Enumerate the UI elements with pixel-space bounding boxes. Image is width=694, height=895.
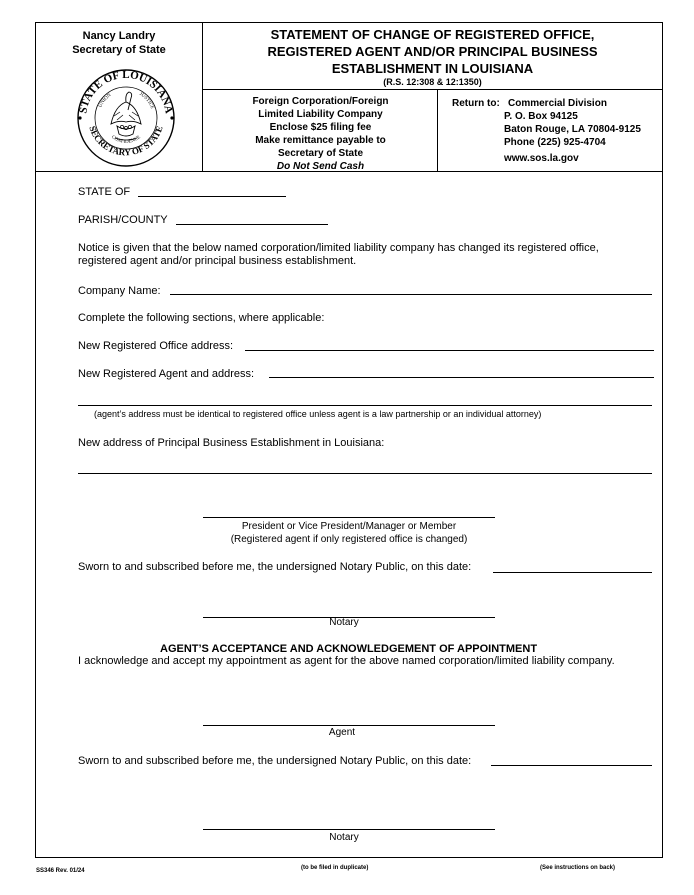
seal-top-text: STATE OF LOUISIANA <box>77 68 175 115</box>
secretary-name: Nancy Landry <box>82 30 156 42</box>
state-seal-icon <box>73 68 179 168</box>
fee-line-3: Enclose $25 filing fee <box>269 122 372 133</box>
seal-motto-left: UNION <box>98 92 113 109</box>
fee-line-5: Secretary of State <box>277 148 364 159</box>
parish-field[interactable] <box>176 224 328 225</box>
fee-line-1: Foreign Corporation/Foreign <box>252 96 389 107</box>
new-agent-label: New Registered Agent and address: <box>78 368 255 380</box>
company-name-label: Company Name: <box>78 285 161 297</box>
acceptance-sworn-date-field[interactable] <box>491 765 652 766</box>
form-header <box>35 22 663 172</box>
acceptance-heading: AGENT’S ACCEPTANCE AND ACKNOWLEDGEMENT OF APPOINTMENT <box>160 643 538 655</box>
acceptance-sworn-text: Sworn to and subscribed before me, the undersigned Notary Public, on this date: <box>78 755 472 767</box>
form-title-line-2: REGISTERED AGENT AND/OR PRINCIPAL BUSINESS <box>267 44 598 59</box>
agent-address-note: (agent’s address must be identical to registered office unless agent is a law partnership or an individual attorney) <box>94 409 542 419</box>
company-name-field[interactable] <box>170 294 652 295</box>
return-line-1: Commercial Division <box>508 98 607 109</box>
principal-field[interactable] <box>78 473 652 474</box>
principal-label: New address of Principal Business Establishment in Louisiana: <box>78 437 385 449</box>
acceptance-notary-caption: Notary <box>329 832 359 843</box>
seal-bottom-text: SECRETARY OF STATE <box>87 124 165 158</box>
form-title-line-1: STATEMENT OF CHANGE OF REGISTERED OFFICE, <box>270 27 595 42</box>
acceptance-notary-signature-line[interactable] <box>203 829 495 830</box>
return-line-2: P. O. Box 94125 <box>504 111 578 122</box>
seal-motto-right: JUSTICE <box>138 91 155 111</box>
acceptance-text: I acknowledge and accept my appointment as agent for the above named corporation/limited liability company. <box>78 655 615 667</box>
form-title-block <box>203 22 662 90</box>
statute-reference: (R.S. 12:308 & 12:1350) <box>383 77 482 87</box>
form-title-line-3: ESTABLISHMENT IN LOUISIANA <box>331 61 534 76</box>
state-field[interactable] <box>138 196 286 197</box>
new-office-label: New Registered Office address: <box>78 340 234 352</box>
notary-caption: Notary <box>329 617 359 628</box>
duplicate-note: (to be filed in duplicate) <box>301 865 369 871</box>
seal-motto-bottom: CONFIDENCE <box>110 134 142 145</box>
state-label: STATE OF <box>78 186 131 198</box>
fee-info <box>203 90 438 171</box>
signer-subcaption: (Registered agent if only registered office is changed) <box>230 534 468 545</box>
instructions-note: (See instructions on back) <box>540 865 616 871</box>
return-line-3: Baton Rouge, LA 70804-9125 <box>504 124 641 135</box>
form-number: SS346 Rev. 01/24 <box>36 868 85 874</box>
new-agent-field[interactable] <box>269 377 654 378</box>
sworn-text: Sworn to and subscribed before me, the undersigned Notary Public, on this date: <box>78 561 472 573</box>
parish-label: PARISH/COUNTY <box>78 214 168 226</box>
instructions-text: Complete the following sections, where applicable: <box>78 312 325 324</box>
notice-text: Notice is given that the below named corporation/limited liability company has changed its registered office, registered agent and/or principal business establishment. <box>78 242 599 267</box>
sworn-date-field[interactable] <box>493 572 652 573</box>
agent-signature-line[interactable] <box>203 725 495 726</box>
fee-line-4: Make remittance payable to <box>255 135 386 146</box>
agent-caption: Agent <box>328 727 356 738</box>
new-office-field[interactable] <box>245 350 654 351</box>
website-link[interactable]: www.sos.la.gov <box>504 153 579 164</box>
return-address <box>438 90 662 171</box>
officer-signature-line[interactable] <box>203 517 495 518</box>
new-agent-field-line-2[interactable] <box>78 405 652 406</box>
return-line-4: Phone (225) 925-4704 <box>504 137 606 148</box>
fee-line-2: Limited Liability Company <box>258 109 383 120</box>
signer-caption: President or Vice President/Manager or Member <box>241 521 457 532</box>
secretary-panel <box>35 22 203 171</box>
fee-note: Do Not Send Cash <box>276 161 365 172</box>
secretary-title: Secretary of State <box>72 44 166 56</box>
return-label: Return to: <box>452 98 500 109</box>
